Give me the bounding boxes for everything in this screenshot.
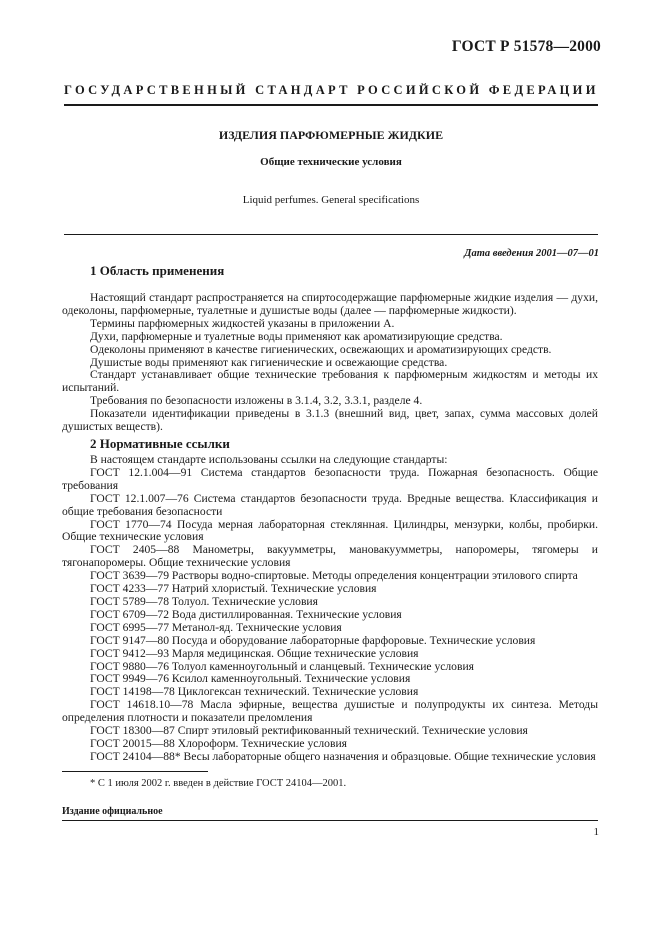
- edition-label: Издание официальное: [62, 806, 163, 817]
- paragraph: Душистые воды применяют как гигиенические и освежающие средства.: [90, 355, 448, 369]
- introduction-date: Дата введения 2001—07—01: [464, 248, 599, 259]
- paragraph: Духи, парфюмерные и туалетные воды применяют как ароматизирующие средства.: [90, 329, 503, 343]
- reference-item: ГОСТ 9412—93 Марля медицинская. Общие технические условия: [90, 646, 419, 660]
- reference-item: ГОСТ 6709—72 Вода дистиллированная. Технические условия: [90, 607, 402, 621]
- document-id: ГОСТ Р 51578—2000: [451, 38, 601, 55]
- title-divider: [64, 234, 598, 235]
- document-title: ИЗДЕЛИЯ ПАРФЮМЕРНЫЕ ЖИДКИЕ: [218, 128, 444, 142]
- english-title: Liquid perfumes. General specifications: [242, 194, 420, 206]
- reference-item: ГОСТ 24104—88* Весы лабораторные общего назначения и образцовые. Общие технические условия: [90, 749, 596, 763]
- paragraph: Одеколоны применяют в качестве гигиенических, освежающих и ароматизирующих средств.: [90, 342, 552, 356]
- paragraph: Требования по безопасности изложены в 3.1.4, 3.2, 3.3.1, разделе 4.: [90, 394, 423, 408]
- section-2-body: [62, 454, 598, 764]
- reference-item: ГОСТ 14618.10—78 Масла эфирные, вещества душистые и полупродукты их синтеза. Методы определения плотности и показатели преломления: [62, 698, 598, 725]
- reference-item: ГОСТ 4233—77 Натрий хлористый. Технические условия: [90, 582, 377, 596]
- reference-item: ГОСТ 5789—78 Толуол. Технические условия: [90, 594, 318, 608]
- paragraph: Настоящий стандарт распространяется на спиртосодержащие парфюмерные жидкие изделия — духи, одеколоны, парфюмерные, туалетные и душистые воды (далее — парфюмерные жидкости).: [62, 291, 598, 317]
- reference-item: ГОСТ 12.1.004—91 Система стандартов безопасности труда. Пожарная безопасность. Общие требования: [62, 465, 598, 492]
- reference-item: ГОСТ 1770—74 Посуда мерная лабораторная стеклянная. Цилиндры, мензурки, колбы, пробирки. Общие технические условия: [62, 517, 598, 544]
- paragraph: Стандарт устанавливает общие технические требования к парфюмерным жидкостям и методы их испытаний.: [62, 368, 598, 395]
- reference-item: ГОСТ 9949—76 Ксилол каменноугольный. Технические условия: [90, 672, 411, 686]
- reference-item: ГОСТ 3639—79 Растворы водно-спиртовые. Методы определения концентрации этилового спирта: [90, 569, 578, 583]
- paragraph: Показатели идентификации приведены в 3.1.3 (внешний вид, цвет, запах, сумма массовых долей душистых веществ).: [62, 407, 598, 434]
- reference-item: ГОСТ 18300—87 Спирт этиловый ректификованный технический. Технические условия: [90, 724, 528, 738]
- section-2-heading: 2 Нормативные ссылки: [90, 436, 230, 451]
- reference-item: ГОСТ 9880—76 Толуол каменноугольный и сланцевый. Технические условия: [90, 659, 474, 673]
- section-1-body: [62, 292, 598, 434]
- reference-item: ГОСТ 6995—77 Метанол-яд. Технические условия: [90, 620, 342, 634]
- reference-item: ГОСТ 2405—88 Манометры, вакуумметры, мановакуумметры, напоромеры, тягомеры и тягонапоромеры. Общие технические условия: [62, 543, 598, 570]
- page-number: 1: [593, 826, 599, 838]
- footer-divider: [62, 820, 598, 821]
- state-standard-banner: ГОСУДАРСТВЕННЫЙ СТАНДАРТ РОССИЙСКОЙ ФЕДЕРАЦИИ: [64, 83, 599, 97]
- footnote-divider: [62, 771, 208, 772]
- header-divider: [64, 104, 598, 106]
- reference-item: ГОСТ 20015—88 Хлороформ. Технические условия: [90, 736, 347, 750]
- paragraph: В настоящем стандарте использованы ссылки на следующие стандарты:: [90, 453, 448, 466]
- reference-item: ГОСТ 14198—78 Циклогексан технический. Технические условия: [90, 685, 419, 699]
- reference-item: ГОСТ 9147—80 Посуда и оборудование лабораторные фарфоровые. Технические условия: [90, 633, 536, 647]
- section-1-heading: 1 Область применения: [90, 263, 225, 278]
- document-subtitle: Общие технические условия: [260, 156, 402, 168]
- paragraph: Термины парфюмерных жидкостей указаны в приложении А.: [90, 316, 395, 330]
- reference-item: ГОСТ 12.1.007—76 Система стандартов безопасности труда. Вредные вещества. Классификация и общие требования безопасности: [62, 491, 598, 518]
- footnote: * С 1 июля 2002 г. введен в действие ГОСТ 24104—2001.: [90, 778, 347, 789]
